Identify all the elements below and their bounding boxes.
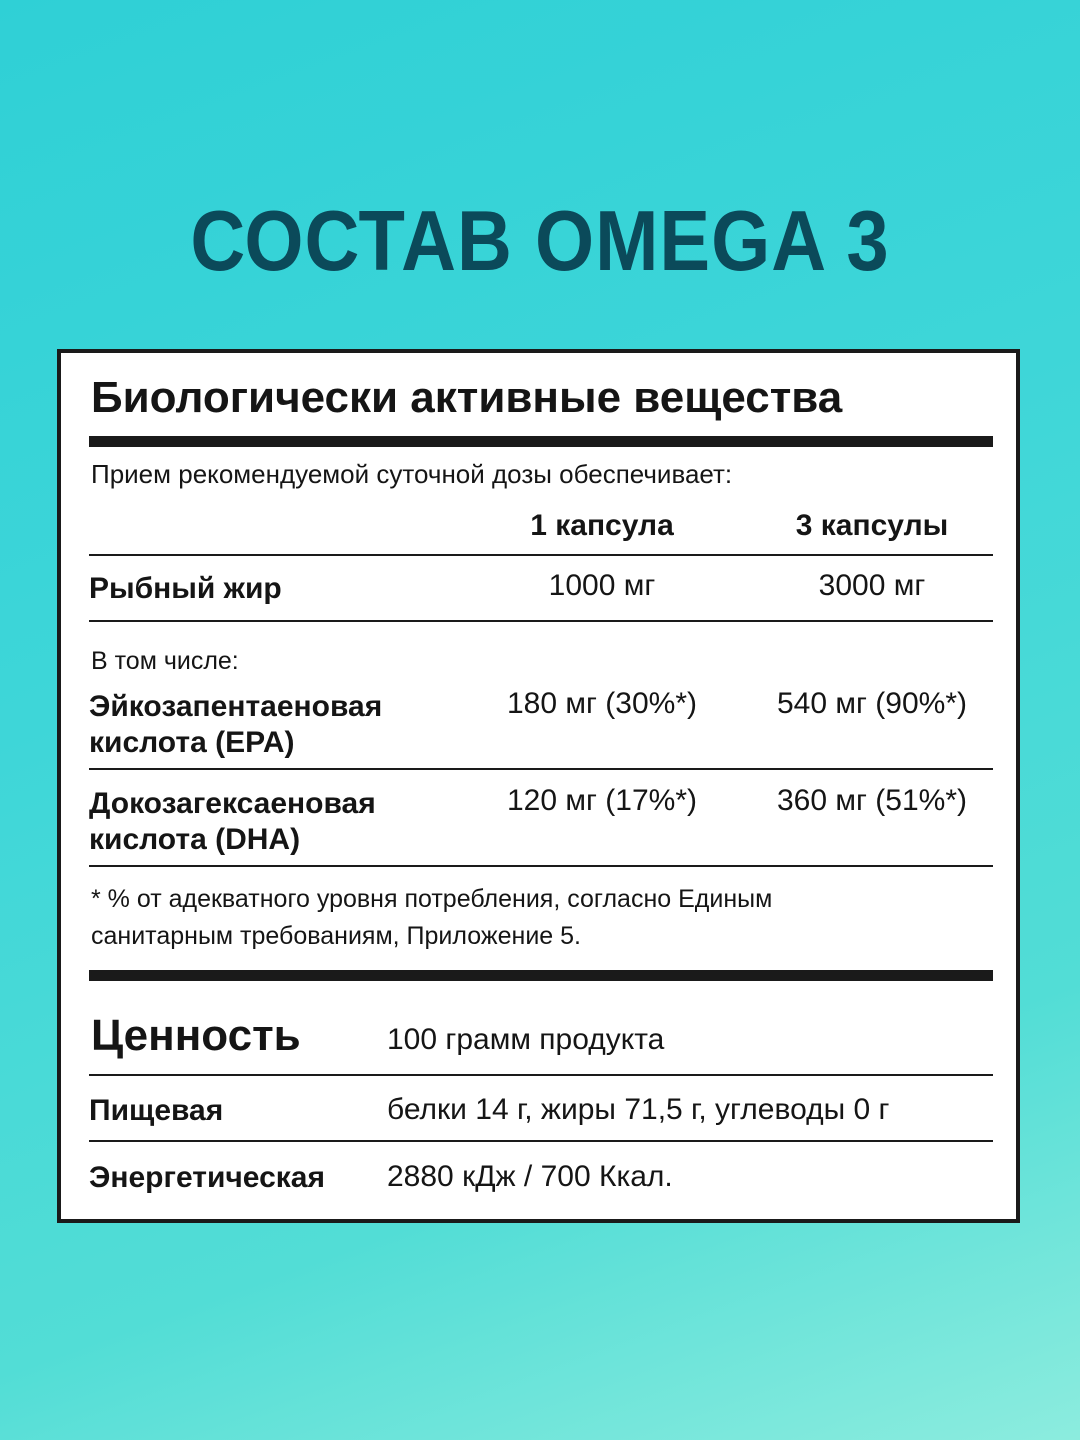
footnote: * % от адекватного уровня потребления, согласно Единым санитарным требованиям, Приложение 5. [91, 885, 773, 950]
fish-oil-1-capsule: 1000 мг [548, 569, 656, 602]
epa-3-capsules: 540 мг (90%*) [777, 687, 967, 720]
value-section-subtitle: 100 грамм продукта [387, 1023, 665, 1056]
value-section-heading: Ценность [91, 1011, 301, 1060]
bio-section-heading: Биологически активные вещества [91, 373, 843, 422]
divider [89, 554, 993, 556]
column-header-3-capsules: 3 капсулы [795, 509, 949, 542]
energy-value: 2880 кДж / 700 Ккал. [387, 1160, 673, 1193]
row-label-dha: Докозагексаеновая кислота (DHA) [89, 787, 376, 856]
row-label-energy: Энергетическая [89, 1161, 325, 1194]
row-label-nutritional: Пищевая [89, 1094, 224, 1127]
divider [89, 1074, 993, 1076]
fish-oil-3-capsules: 3000 мг [818, 569, 926, 602]
divider-thick [89, 970, 993, 981]
row-label-epa: Эйкозапентаеновая кислота (EPA) [89, 690, 383, 759]
intro-text: Прием рекомендуемой суточной дозы обеспечивает: [91, 459, 733, 489]
dha-1-capsule: 120 мг (17%*) [507, 784, 697, 817]
divider [89, 768, 993, 770]
divider [89, 865, 993, 867]
column-header-1-capsule: 1 капсула [530, 509, 674, 542]
page-title: СОСТАВ OMEGA 3 [190, 193, 890, 290]
row-label-fish-oil: Рыбный жир [89, 572, 282, 605]
dha-3-capsules: 360 мг (51%*) [777, 784, 967, 817]
divider-thick [89, 436, 993, 447]
nutrition-panel [57, 349, 1020, 1223]
divider [89, 620, 993, 622]
divider [89, 1140, 993, 1142]
subheading-including: В том числе: [91, 647, 239, 675]
epa-1-capsule: 180 мг (30%*) [507, 687, 697, 720]
nutritional-value: белки 14 г, жиры 71,5 г, углеводы 0 г [387, 1093, 890, 1126]
